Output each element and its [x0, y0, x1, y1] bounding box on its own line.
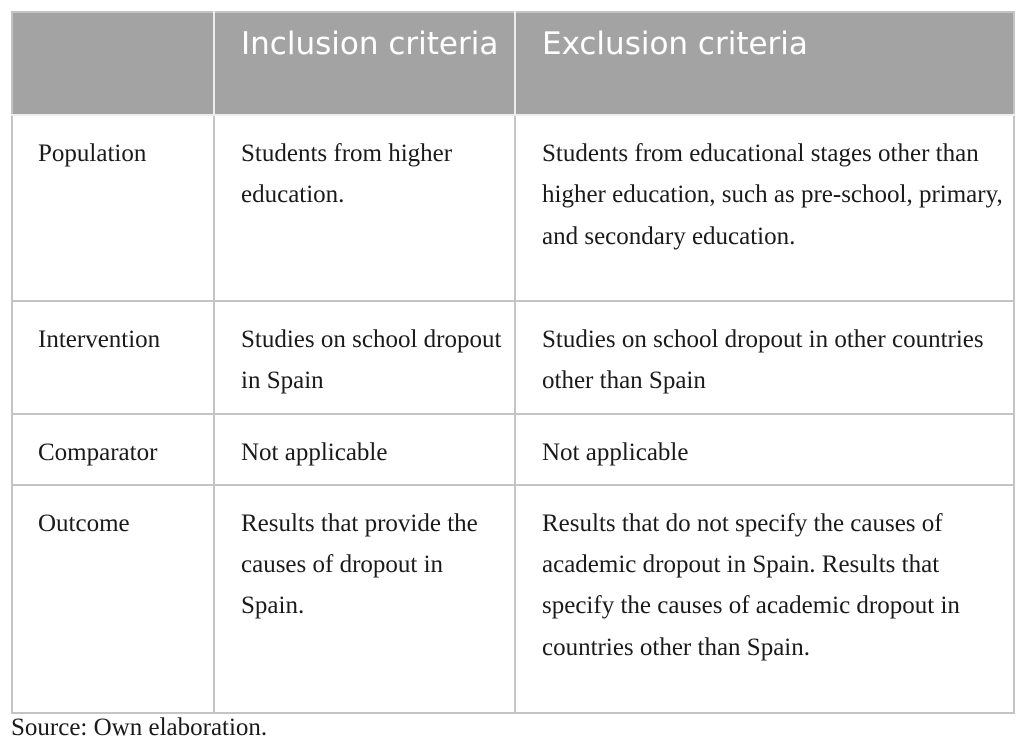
exclusion-cell: Results that do not specify the causes of academic dropout in Spain. Results that specify the causes of academic dropout in countries other than Spain. — [515, 485, 1014, 713]
table-row-intervention — [12, 301, 1014, 414]
inclusion-cell: Results that provide the causes of dropout in Spain. — [214, 485, 515, 713]
row-label: Outcome — [12, 485, 214, 713]
table-body — [12, 115, 1014, 713]
table-row-comparator — [12, 414, 1014, 485]
header-cell-category — [12, 12, 214, 115]
inclusion-cell: Not applicable — [214, 414, 515, 485]
exclusion-cell: Studies on school dropout in other countries other than Spain — [515, 301, 1014, 414]
inclusion-cell: Students from higher education. — [214, 115, 515, 301]
header-cell-inclusion: Inclusion criteria — [214, 12, 515, 115]
table-row-outcome — [12, 485, 1014, 713]
criteria-table — [11, 11, 1015, 714]
table-header — [12, 12, 1014, 115]
table-row-population — [12, 115, 1014, 301]
row-label: Intervention — [12, 301, 214, 414]
header-row — [12, 12, 1014, 115]
row-label: Population — [12, 115, 214, 301]
table-source-note: Source: Own elaboration. — [11, 714, 268, 741]
exclusion-cell: Not applicable — [515, 414, 1014, 485]
exclusion-cell: Students from educational stages other than higher education, such as pre-school, primary, and secondary education. — [515, 115, 1014, 301]
row-label: Comparator — [12, 414, 214, 485]
inclusion-cell: Studies on school dropout in Spain — [214, 301, 515, 414]
header-cell-exclusion: Exclusion criteria — [515, 12, 1014, 115]
